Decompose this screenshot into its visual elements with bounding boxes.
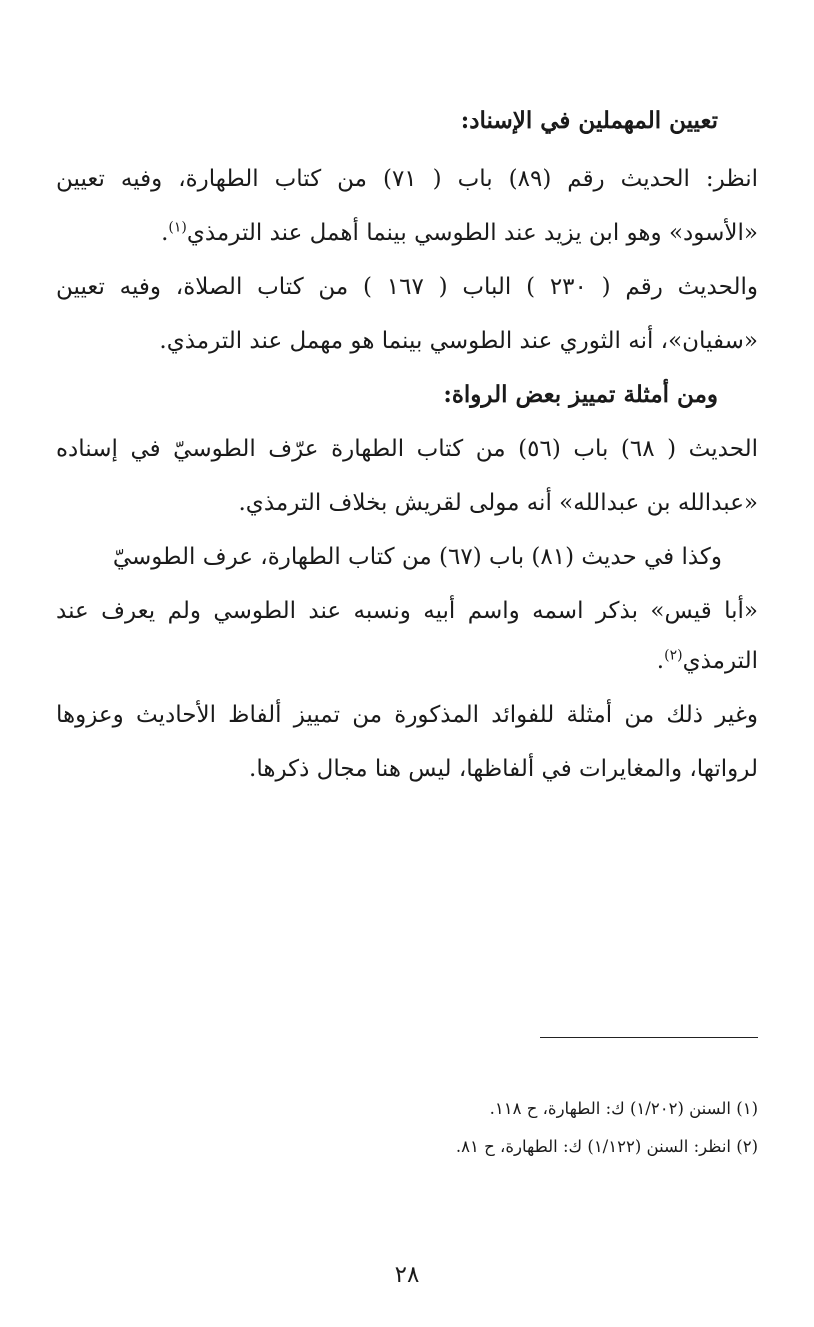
page-number: ٢٨	[394, 1262, 420, 1288]
paragraph-2-line-2: «سفيان»، أنه الثوري عند الطوسي بينما هو مهمل عند الترمذي.	[159, 328, 758, 354]
paragraph-1-line-2-end: .	[161, 220, 169, 246]
footnote-1: (١) السنن (١/٢٠٢) ك: الطهارة، ح ١١٨.	[489, 1099, 758, 1118]
footnote-separator	[540, 1037, 758, 1038]
footnote-2: (٢) انظر: السنن (١/١٢٢) ك: الطهارة، ح ٨١.	[455, 1137, 758, 1156]
section-heading-unnamed-narrators: تعيين المهملين في الإسناد:	[460, 107, 718, 134]
paragraph-1-line-2	[161, 218, 758, 248]
paragraph-4-line-2: «أبا قيس» بذكر اسمه واسم أبيه ونسبه عند الطوسي ولم يعرف عند	[56, 598, 758, 624]
paragraph-5-line-2: لرواتها، والمغايرات في ألفاظها، ليس هنا مجال ذكرها.	[249, 756, 758, 782]
paragraph-4-line-1: وكذا في حديث (٨١) باب (٦٧) من كتاب الطهارة، عرف الطوسيّ	[112, 544, 722, 570]
paragraph-1-line-2-text: «الأسود» وهو ابن يزيد عند الطوسي بينما أهمل عند الترمذي	[186, 220, 758, 246]
paragraph-4-line-3	[657, 646, 758, 676]
section-heading-narrator-distinction: ومن أمثلة تمييز بعض الرواة:	[443, 381, 718, 408]
paragraph-2-line-1: والحديث رقم ( ٢٣٠ ) الباب ( ١٦٧ ) من كتاب الصلاة، وفيه تعيين	[56, 274, 758, 300]
paragraph-3-line-2: «عبدالله بن عبدالله» أنه مولى لقريش بخلاف الترمذي.	[238, 490, 758, 516]
paragraph-1-line-1: انظر: الحديث رقم (٨٩) باب ( ٧١) من كتاب الطهارة، وفيه تعيين	[56, 166, 759, 192]
paragraph-5-line-1: وغير ذلك من أمثلة للفوائد المذكورة من تمييز ألفاظ الأحاديث وعزوها	[56, 702, 758, 728]
paragraph-4-line-3-text: الترمذي	[682, 648, 758, 674]
paragraph-4-line-3-end: .	[656, 648, 665, 674]
footnote-ref-2: (٢)	[664, 647, 683, 664]
paragraph-3-line-1: الحديث ( ٦٨) باب (٥٦) من كتاب الطهارة عرّف الطوسيّ في إسناده	[56, 436, 758, 462]
footnote-ref-1: (١)	[168, 219, 187, 236]
